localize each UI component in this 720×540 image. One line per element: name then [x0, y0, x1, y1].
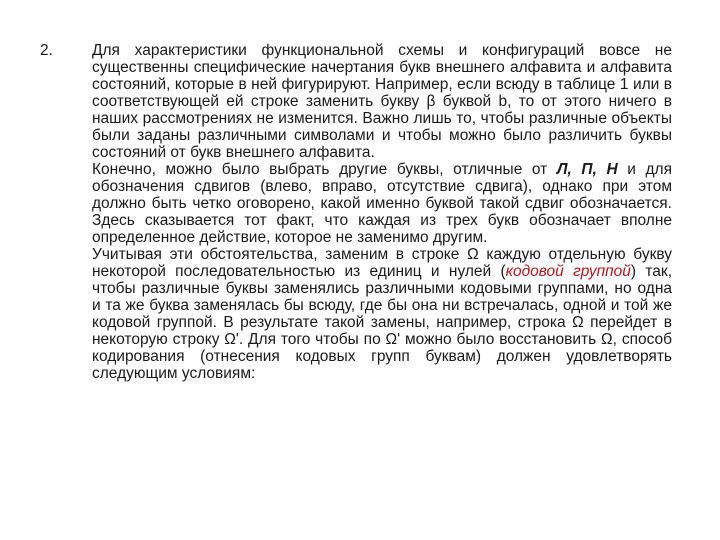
list-item-body [92, 42, 672, 382]
list-item-number: 2. [40, 42, 53, 59]
paragraph-shift-letters [92, 161, 672, 246]
paragraph-shift-letters-before: Конечно, можно было выбрать другие буквы, отличные от [92, 161, 557, 178]
paragraph-encoding-after: ) так, чтобы различные буквы заменялись различными кодовыми группами, но одна и та же буква заменялась бы всюду, где бы она ни встречалась, одной и той же кодовой группой. В результате такой замены, например, строка Ω перейдет в некоторую строку Ω'. Для того чтобы по Ω' можно было восстановить Ω, способ кодирования (отнесения кодовых групп буквам) должен удовлетворять следующим условиям: [92, 263, 672, 382]
paragraph-shift-letters-after: и для обозначения сдвигов (влево, вправо, отсутствие сдвига), однако при этом должно быть четко оговорено, какой именно буквой такой сдвиг обозначается. Здесь сказывается тот факт, что каждая из трех букв обозначает вполне определенное действие, которое не заменимо другим. [92, 161, 672, 246]
paragraph-encoding [92, 246, 672, 382]
shift-letters: Л, П, Н [556, 161, 618, 178]
paragraph-character-set: Для характеристики функциональной схемы и конфигураций вовсе не существенны специфические начертания букв внешнего алфавита и алфавита состояний, которые в ней фигурируют. Например, если всюду в таблице 1 или в соответствующей ей строке заменить букву β буквой b, то от этого ничего в наших рассмотрениях не изменится. Важно лишь то, чтобы различные объекты были заданы различными символами и чтобы можно было различить буквы состояний от букв внешнего алфавита. [92, 42, 672, 161]
code-group-link[interactable]: кодовой группой [505, 263, 631, 280]
paragraph-encoding-before: Учитывая эти обстоятельства, заменим в строке Ω каждую отдельную букву некоторой последовательностью из единиц и нулей ( [92, 246, 672, 280]
